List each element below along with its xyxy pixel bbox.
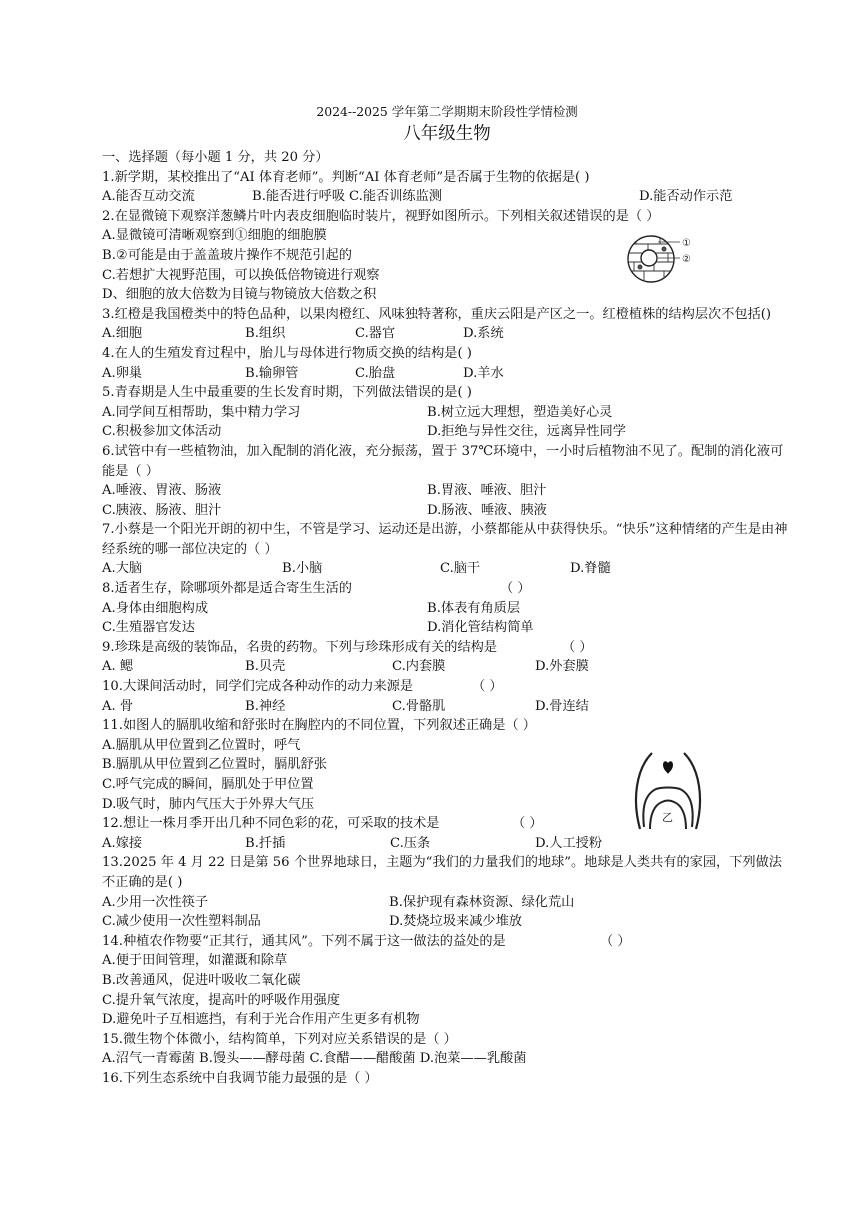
option-d: D、细胞的放大倍数为目镜与物镜放大倍数之积 [102, 287, 377, 303]
option-d: D.系统 [463, 326, 504, 342]
question-14-stem: 14.种植农作物要“正其行，通其风”。下列不属于这一做法的益处的是 [102, 933, 506, 949]
option-b: B.改善通风，促进叶吸收二氧化碳 [102, 972, 301, 988]
option-a: A.身体由细胞构成 [102, 600, 209, 616]
option-b: B.能否进行呼吸 [252, 189, 346, 205]
option-a: A. 骨 [102, 698, 134, 714]
question-1-stem: 1.新学期，某校推出了“AI 体育老师”。判断“AI 体育老师”是否属于生物的依据是( ) [102, 169, 590, 185]
option-b: B.神经 [245, 698, 286, 714]
question-15-stem: 15.微生物个体微小，结构简单，下列对应关系错误的是（ ） [102, 1031, 457, 1047]
question-16-stem: 16.下列生态系统中自我调节能力最强的是（ ） [102, 1070, 378, 1086]
option-c: C.骨骼肌 [392, 698, 446, 714]
option-a: A.细胞 [102, 326, 143, 342]
figure-label-yi: 乙 [662, 811, 673, 824]
option-c: C.减少使用一次性塑料制品 [102, 914, 261, 930]
question-13-options-row1 [102, 893, 792, 913]
question-4-options [102, 364, 792, 384]
option-c: C.胎盘 [355, 365, 396, 381]
question-5-stem: 5.青春期是人生中最重要的生长发育时期，下列做法错误的是( ) [102, 385, 472, 401]
question-9-stem-row [102, 638, 792, 658]
option-a: A.少用一次性筷子 [102, 894, 209, 910]
option-b: B.膈肌从甲位置到乙位置时，膈肌舒张 [102, 757, 327, 773]
question-13-stem: 13.2025 年 4 月 22 日是第 56 个世界地球日，主题为“我们的力量我们的地球”。地球是人类共有的家园，下列做法不正确的是( ) [102, 855, 782, 890]
section-heading: 一、选择题（每小题 1 分，共 20 分） [102, 150, 329, 165]
option-b: B.小脑 [282, 561, 323, 577]
answer-blank: （ ） [512, 816, 543, 832]
option-b: B.树立远大理想，塑造美好心灵 [427, 404, 613, 420]
question-1-options [102, 187, 792, 207]
option-d: D.消化管结构简单 [427, 620, 534, 636]
option-d: D.人工授粉 [535, 835, 603, 851]
option-c: C.能否训练监测 [349, 189, 442, 205]
option-b: B.保护现有森林资源、绿化荒山 [389, 894, 575, 910]
option-c: C.内套膜 [392, 659, 446, 675]
option-a: A.膈肌从甲位置到乙位置时，呼气 [102, 737, 301, 753]
option-a: A.同学间互相帮助，集中精力学习 [102, 404, 301, 420]
option-c: C.提升氧气浓度，提高叶的呼吸作用强度 [102, 992, 340, 1008]
option-b: B.馒头——酵母菌 [199, 1051, 306, 1067]
question-10-stem: 10.大课间活动时，同学们完成各种动作的动力来源是 [102, 679, 414, 695]
option-a: A.沼气一青霉菌 [102, 1051, 195, 1067]
question-8-stem-row [102, 579, 792, 599]
option-b: B.扦插 [245, 835, 286, 851]
answer-blank: （ ） [500, 581, 531, 597]
answer-blank: （ ） [562, 639, 593, 655]
option-c: C.胰液、肠液、胆汁 [102, 502, 222, 518]
question-11-stem: 11.如图人的膈肌收缩和舒张时在胸腔内的不同位置，下列叙述正确是（ ） [102, 718, 536, 734]
question-10-options [102, 697, 792, 717]
option-d: D.骨连结 [535, 698, 589, 714]
option-c: C.压条 [390, 835, 431, 851]
option-d: D.能否动作示范 [639, 189, 733, 205]
figure-label-2: ② [682, 254, 691, 265]
diaphragm-figure [630, 745, 706, 835]
answer-blank: （ ） [472, 679, 503, 695]
question-5-options-row2 [102, 422, 792, 442]
option-d: D.肠液、唾液、胰液 [427, 502, 547, 518]
option-d: D.吸气时，肺内气压大于外界大气压 [102, 796, 315, 812]
answer-blank: （ ） [600, 933, 631, 949]
figure-label-1: ① [682, 238, 691, 249]
option-b: B.②可能是由于盖盖玻片操作不规范引起的 [102, 247, 352, 263]
question-6-options-row1 [102, 481, 792, 501]
question-8-stem: 8.适者生存，除哪项外都是适合寄生生活的 [102, 581, 352, 597]
question-4-stem: 4.在人的生殖发育过程中，胎儿与母体进行物质交换的结构是( ) [102, 345, 472, 361]
question-2-stem: 2.在显微镜下观察洋葱鳞片叶内表皮细胞临时装片，视野如图所示。下列相关叙述错误的是（ ） [102, 208, 660, 224]
option-a: A.卵巢 [102, 365, 143, 381]
question-12-stem: 12.想让一株月季开出几种不同色彩的花，可采取的技术是 [102, 816, 440, 832]
question-8-options-row1 [102, 599, 792, 619]
exam-subtitle: 2024--2025 学年第二学期期末阶段性学情检测 [316, 104, 578, 119]
option-c: C.若想扩大视野范围，可以换低倍物镜进行观察 [102, 267, 380, 283]
question-3-options [102, 324, 792, 344]
option-c: C.积极参加文体活动 [102, 424, 222, 440]
option-d: D.脊髓 [570, 561, 611, 577]
option-a: A. 鳃 [102, 659, 134, 675]
option-c: C.食醋——醋酸菌 [309, 1051, 416, 1067]
question-7-stem: 7.小蔡是一个阳光开朗的初中生，不管是学习、运动还是出游，小蔡都能从中获得快乐。“快乐”这种情绪的产生是由神经系统的哪一部位决定的（ ） [102, 522, 788, 557]
option-c: C.生殖器官发达 [102, 620, 195, 636]
question-14-stem-row [102, 932, 792, 952]
option-c: C.脑干 [440, 561, 481, 577]
option-c: C.器官 [355, 326, 396, 342]
option-a: A.唾液、胃液、肠液 [102, 483, 222, 499]
question-7-options [102, 559, 792, 579]
option-b: B.贝壳 [245, 659, 286, 675]
question-6-stem: 6.试管中有一些植物油，加入配制的消化液，充分振荡，置于 37℃环境中，一小时后植物油不见了。配制的消化液可能是（ ） [102, 443, 784, 479]
option-a: A.便于田间管理，如灌溉和除草 [102, 953, 288, 969]
option-d: D.避免叶子互相遮挡，有利于光合作用产生更多有机物 [102, 1012, 420, 1028]
option-a: A.嫁接 [102, 835, 143, 851]
option-a: A.能否互动交流 [102, 189, 195, 205]
option-d: D.焚烧垃圾来减少堆放 [389, 914, 522, 930]
option-d: D.泡菜——乳酸菌 [419, 1051, 527, 1067]
question-6-options-row2 [102, 501, 792, 521]
question-12-options [102, 834, 792, 854]
question-5-options-row1 [102, 403, 792, 423]
option-a: A.显微镜可清晰观察到①细胞的细胞膜 [102, 228, 327, 244]
option-b: B.输卵管 [245, 365, 299, 381]
exam-title: 八年级生物 [403, 124, 491, 144]
option-b: B.胃液、唾液、胆汁 [427, 483, 547, 499]
microscope-view-figure [624, 232, 704, 286]
question-3-stem: 3.红橙是我国橙类中的特色品种，以果肉橙红、风味独特著称，重庆云阳是产区之一。红橙植株的结构层次不包括() [102, 306, 772, 322]
question-15-options [102, 1049, 792, 1069]
option-c: C.呼气完成的瞬间，膈肌处于甲位置 [102, 777, 314, 792]
question-9-options [102, 657, 792, 677]
question-10-stem-row [102, 677, 792, 697]
question-8-options-row2 [102, 618, 792, 638]
option-d: D.外套膜 [535, 659, 589, 675]
option-b: B.组织 [245, 326, 286, 342]
option-b: B.体表有角质层 [427, 600, 521, 616]
question-13-options-row2 [102, 912, 792, 932]
option-d: D.拒绝与异性交往，远离异性同学 [427, 424, 626, 440]
option-d: D.羊水 [463, 365, 504, 381]
question-9-stem: 9.珍珠是高级的装饰品，名贵的药物。下列与珍珠形成有关的结构是 [102, 639, 498, 655]
option-a: A.大脑 [102, 561, 143, 577]
